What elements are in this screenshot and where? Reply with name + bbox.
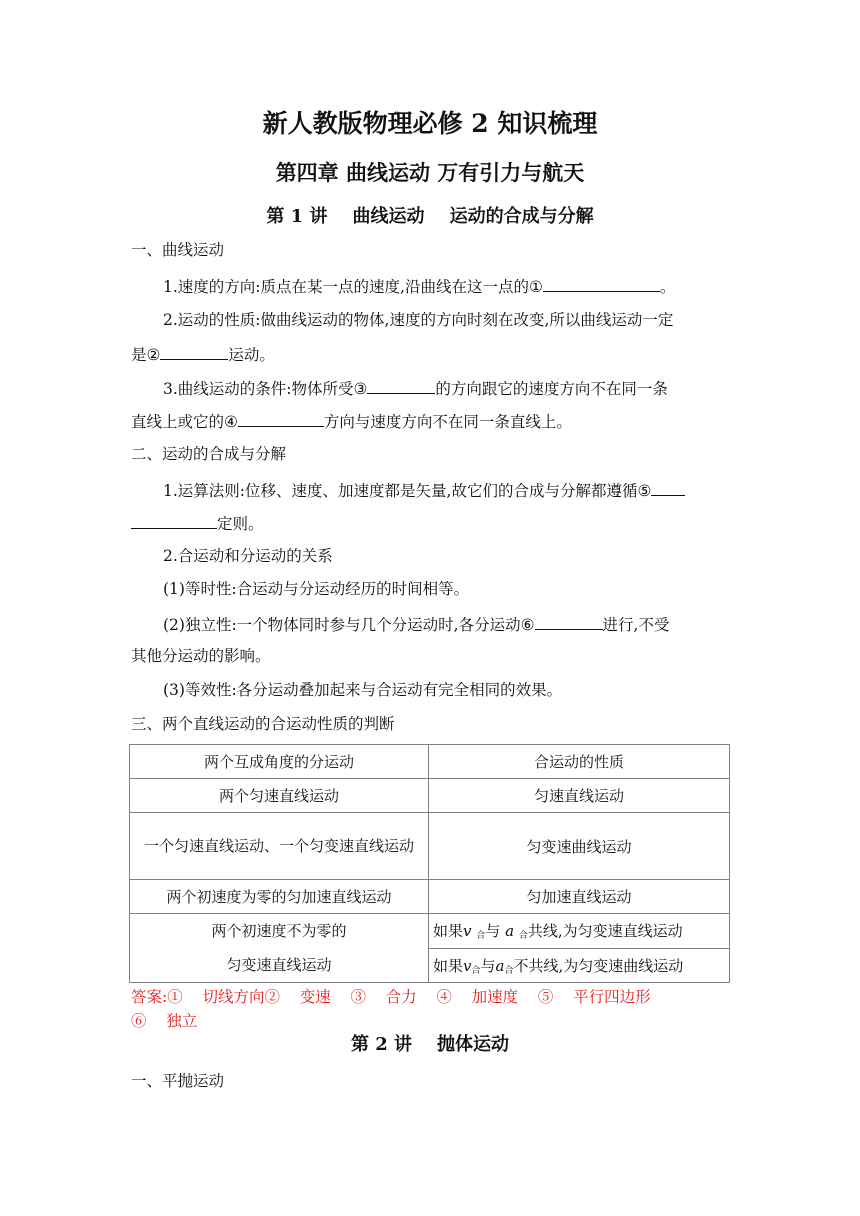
table-row	[130, 880, 730, 914]
table-row	[130, 914, 730, 949]
blank-marker-5: ⑤	[637, 482, 652, 500]
s1-paragraph-1	[163, 275, 675, 297]
fill-blank-2[interactable]	[160, 343, 228, 360]
table-header-cell: 合运动的性质	[429, 745, 730, 779]
table-cell: 匀加速直线运动	[429, 880, 730, 914]
fill-blank-4[interactable]	[238, 410, 324, 427]
motion-properties-table	[129, 744, 730, 983]
blank-marker-6: ⑥	[520, 616, 535, 634]
answer-item: 变速	[299, 988, 331, 1006]
s2-p4-text: (2)独立性:一个物体同时参与几个分运动时,各分运动	[163, 616, 521, 634]
s2-paragraph-2: 2.合运动和分运动的关系	[163, 547, 333, 565]
answer-item: ③	[350, 988, 366, 1006]
s2-p4-end: 进行,不受	[602, 616, 670, 634]
table-cell-line: 两个初速度不为零的	[211, 922, 347, 940]
blank-marker-1: ①	[528, 278, 543, 296]
text: 如果	[433, 956, 464, 975]
s1-p1-text: 1.速度的方向:质点在某一点的速度,沿曲线在这一点的	[163, 278, 529, 296]
table-cell: 两个匀速直线运动	[130, 779, 429, 813]
text: 如果	[433, 922, 464, 941]
answer-line-1	[131, 985, 651, 1009]
text: 不共线,为匀变速曲线运动	[513, 956, 684, 975]
table-cell: 两个初速度为零的匀加速直线运动	[130, 880, 429, 914]
s2-paragraph-4-line-1	[163, 613, 669, 635]
s1-p1-end: 。	[659, 278, 676, 296]
table-cell-line: 匀变速直线运动	[226, 956, 332, 974]
text: 与	[480, 956, 496, 975]
subscript: 合	[504, 965, 514, 976]
answer-item: 独立	[166, 1012, 198, 1030]
acceleration-symbol: a	[495, 956, 505, 975]
fill-blank-1[interactable]	[543, 275, 660, 292]
answer-label: 答案:	[131, 988, 168, 1006]
s1-p3-end: 方向与速度方向不在同一条直线上。	[323, 413, 572, 431]
s1-p3-text-2: 直线上或它的	[131, 413, 225, 431]
velocity-symbol: v	[463, 956, 472, 975]
answer-item: 合力	[385, 988, 417, 1006]
text: 与	[485, 922, 501, 941]
table-cell: 匀速直线运动	[429, 779, 730, 813]
s2-paragraph-4-line-2: 其他分运动的影响。	[131, 647, 271, 665]
s2-paragraph-1-line-1	[163, 479, 685, 501]
fill-blank-5a[interactable]	[651, 479, 685, 496]
s1-p3-text: 3.曲线运动的条件:物体所受	[163, 380, 354, 398]
table-cell: 匀变速曲线运动	[429, 813, 730, 880]
lecture-1-title: 第 1 讲 曲线运动 运动的合成与分解	[266, 206, 594, 227]
table-row	[130, 813, 730, 880]
answer-item: 切线方向②	[202, 988, 280, 1006]
fill-blank-3[interactable]	[367, 377, 435, 394]
fill-blank-5b[interactable]	[131, 512, 217, 529]
document-title: 新人教版物理必修 2 知识梳理	[262, 109, 598, 138]
answer-key	[131, 985, 651, 1033]
blank-marker-4: ④	[224, 413, 238, 431]
answer-item: 加速度	[471, 988, 519, 1006]
lecture-2-title: 第 2 讲 抛体运动	[350, 1034, 510, 1055]
section-3-heading: 三、两个直线运动的合运动性质的判断	[131, 715, 395, 733]
table-cell	[429, 948, 730, 983]
s1-p3-mid: 的方向跟它的速度方向不在同一条	[435, 380, 668, 398]
chapter-title: 第四章 曲线运动 万有引力与航天	[275, 160, 585, 185]
text: 共线,为匀变速直线运动	[527, 922, 683, 941]
table-cell	[429, 914, 730, 949]
table-cell	[130, 914, 429, 983]
s1-p2-text: 是	[131, 346, 147, 364]
s2-p1-text: 1.运算法则:位移、速度、加速度都是矢量,故它们的合成与分解都遵循	[163, 482, 638, 500]
s2-paragraph-5: (3)等效性:各分运动叠加起来与合运动有完全相同的效果。	[163, 681, 563, 699]
fill-blank-6[interactable]	[535, 613, 603, 630]
section-4-heading: 一、平抛运动	[131, 1072, 225, 1090]
s1-paragraph-3-line-1	[163, 377, 668, 399]
s2-paragraph-1-line-2	[131, 512, 264, 534]
answer-item: 平行四边形	[573, 988, 651, 1006]
blank-marker-3: ③	[353, 380, 368, 398]
subscript: 合	[471, 965, 481, 976]
subscript: 合	[476, 931, 486, 942]
acceleration-symbol: a	[505, 922, 515, 941]
answer-item: ⑤	[537, 988, 554, 1006]
s1-paragraph-2-line-2	[131, 343, 275, 365]
s1-p2-end: 运动。	[228, 346, 275, 364]
s1-paragraph-3-line-2	[131, 410, 572, 432]
section-1-heading: 一、曲线运动	[131, 241, 225, 259]
table-row	[130, 779, 730, 813]
answer-item: ⑥	[131, 1012, 147, 1030]
table-header-row	[130, 745, 730, 779]
section-2-heading: 二、运动的合成与分解	[131, 445, 287, 463]
s2-paragraph-3: (1)等时性:合运动与分运动经历的时间相等。	[163, 580, 470, 598]
table-cell: 一个匀速直线运动、一个匀变速直线运动	[130, 813, 429, 880]
table-header-cell: 两个互成角度的分运动	[130, 745, 429, 779]
blank-marker-2: ②	[146, 346, 161, 364]
subscript: 合	[518, 931, 528, 942]
s1-paragraph-2-line-1: 2.运动的性质:做曲线运动的物体,速度的方向时刻在改变,所以曲线运动一定	[163, 311, 674, 329]
velocity-symbol: v	[463, 922, 472, 941]
answer-item: ④	[436, 988, 452, 1006]
answer-item: ①	[167, 988, 183, 1006]
s2-p1-end: 定则。	[217, 515, 264, 533]
